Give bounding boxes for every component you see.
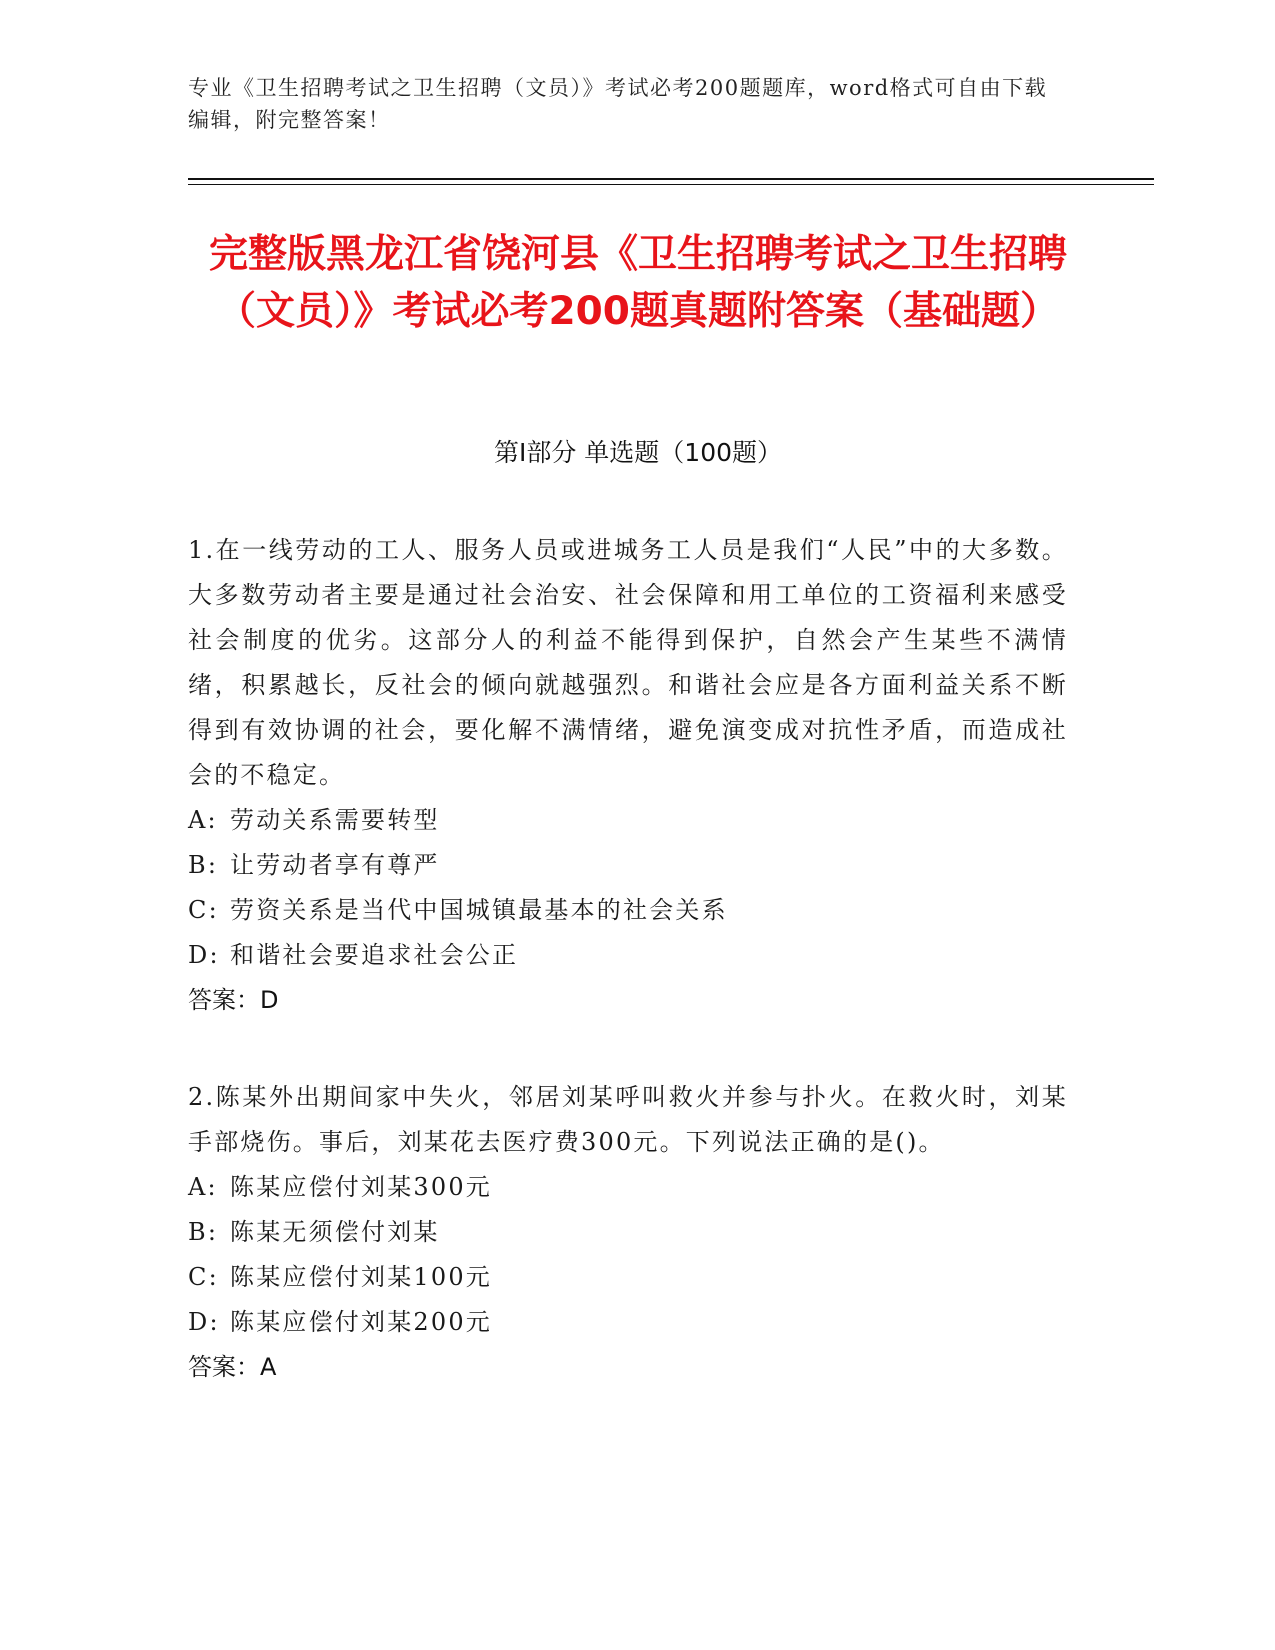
option-d [188,933,1068,978]
question-stem: 1.在一线劳动的工人、服务人员或进城务工人员是我们“人民”中的大多数。大多数劳动者主要是通过社会治安、社会保障和用工单位的工资福利来感受社会制度的优劣。这部分人的利益不能得到保护，自然会产生某些不满情绪，积累越长，反社会的倾向就越强烈。和谐社会应是各方面利益关系不断得到有效协调的社会，要化解不满情绪，避免演变成对抗性矛盾，而造成社会的不稳定。 [188,536,1068,789]
header-note: 专业《卫生招聘考试之卫生招聘（文员）》考试必考200题题库，word格式可自由下载编辑，附完整答案！ [188,76,1048,132]
option-text: 陈某应偿付刘某300元 [230,1173,493,1201]
document-title: 完整版黑龙江省饶河县《卫生招聘考试之卫生招聘（文员）》考试必考200题真题附答案（基础题） [208,232,1067,334]
option-letter: A: [188,1173,218,1201]
option-a [188,1165,1068,1210]
answer-line: 答案：A [188,1353,277,1381]
question-1 [188,528,1068,1023]
option-c [188,888,1068,933]
option-b [188,1210,1068,1255]
option-text: 和谐社会要追求社会公正 [230,941,519,969]
option-letter: C: [188,1263,219,1291]
option-letter: B: [188,1218,219,1246]
option-text: 劳动关系需要转型 [230,806,440,834]
option-d [188,1300,1068,1345]
option-text: 陈某无须偿付刘某 [230,1218,440,1246]
option-letter: D: [188,1308,220,1336]
option-text: 劳资关系是当代中国城镇最基本的社会关系 [230,896,728,924]
option-letter: D: [188,941,220,969]
option-letter: C: [188,896,219,924]
header-divider-thick [188,178,1154,180]
question-2 [188,1075,1068,1390]
question-stem: 2.陈某外出期间家中失火，邻居刘某呼叫救火并参与扑火。在救火时，刘某手部烧伤。事后，刘某花去医疗费300元。下列说法正确的是()。 [188,1083,1068,1156]
option-b [188,843,1068,888]
option-a [188,798,1068,843]
option-text: 让劳动者享有尊严 [230,851,440,879]
option-letter: B: [188,851,219,879]
option-letter: A: [188,806,218,834]
answer-line: 答案：D [188,986,279,1014]
option-c [188,1255,1068,1300]
option-text: 陈某应偿付刘某200元 [230,1308,493,1336]
header-divider-thin [188,184,1154,185]
option-text: 陈某应偿付刘某100元 [230,1263,493,1291]
section-heading: 第Ⅰ部分 单选题（100题） [493,438,783,467]
